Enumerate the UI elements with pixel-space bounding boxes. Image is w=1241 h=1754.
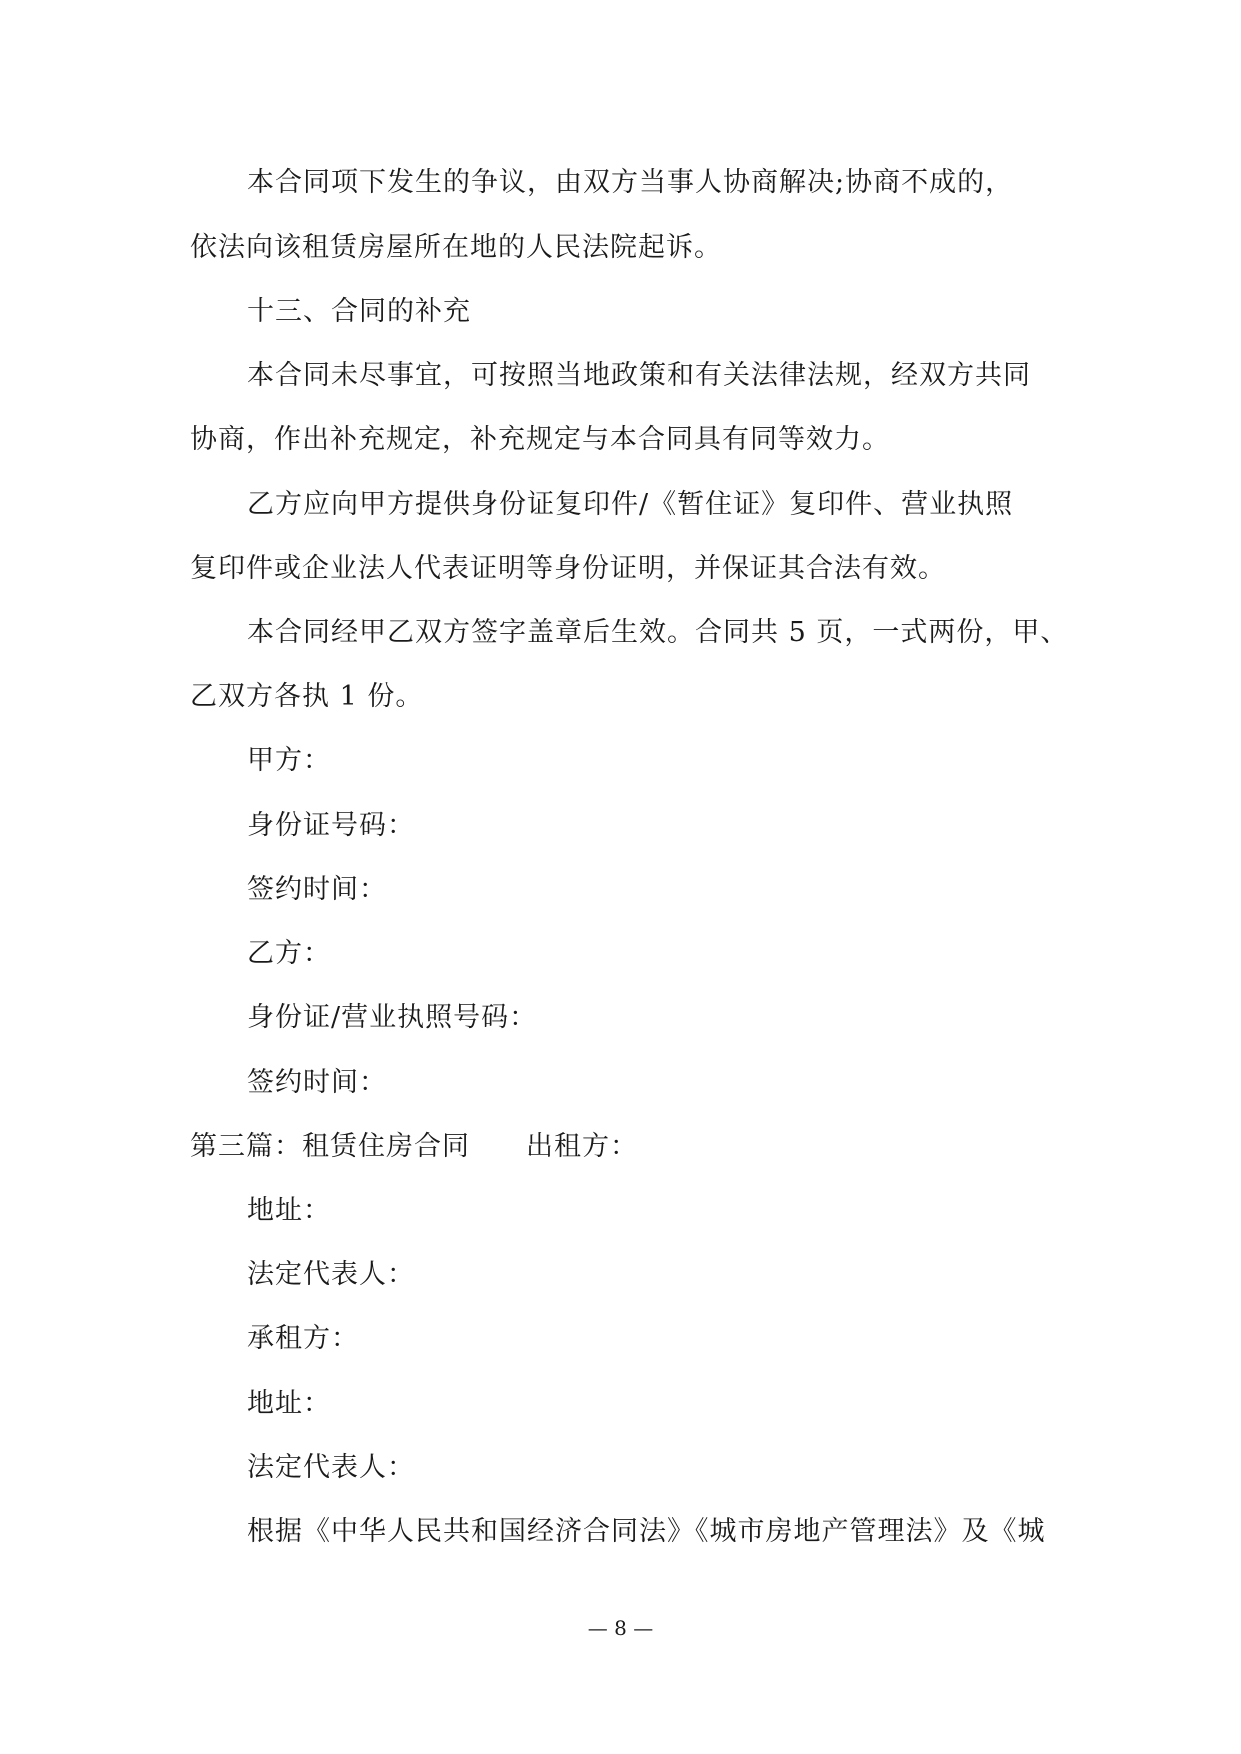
lessor-address-label: 地址：: [247, 1195, 331, 1226]
lessee-address-label: 地址：: [247, 1388, 331, 1419]
paragraph-line: 本合同未尽事宜，可按照当地政策和有关法律法规，经双方共同: [247, 360, 1031, 391]
party-a-sign-date-label: 签约时间：: [247, 874, 387, 905]
party-b-label: 乙方：: [247, 938, 331, 969]
paragraph-line: 本合同项下发生的争议，由双方当事人协商解决;协商不成的，: [247, 167, 1014, 198]
paragraph-line: 乙双方各执 1 份。: [190, 681, 424, 712]
paragraph-line: 根据《中华人民共和国经济合同法》《城市房地产管理法》及《城: [247, 1516, 1046, 1547]
party-a-label: 甲方：: [247, 745, 331, 776]
section-title: 第三篇：租赁住房合同 出租方：: [190, 1131, 638, 1162]
party-a-id-label: 身份证号码：: [247, 810, 415, 841]
paragraph-line: 协商，作出补充规定，补充规定与本合同具有同等效力。: [190, 424, 890, 455]
paragraph-line: 依法向该租赁房屋所在地的人民法院起诉。: [190, 232, 722, 263]
paragraph-line: 乙方应向甲方提供身份证复印件/《暂住证》复印件、营业执照: [247, 489, 1014, 520]
lessee-label: 承租方：: [247, 1323, 359, 1354]
section-heading: 十三、合同的补充: [247, 296, 471, 327]
party-b-sign-date-label: 签约时间：: [247, 1067, 387, 1098]
party-b-id-label: 身份证/营业执照号码：: [247, 1002, 538, 1033]
lessor-representative-label: 法定代表人：: [247, 1259, 415, 1290]
page-number: — 8 —: [587, 1616, 654, 1640]
paragraph-line: 复印件或企业法人代表证明等身份证明，并保证其合法有效。: [190, 553, 946, 584]
lessee-representative-label: 法定代表人：: [247, 1452, 415, 1483]
paragraph-line: 本合同经甲乙双方签字盖章后生效。合同共 5 页，一式两份，甲、: [247, 617, 1069, 648]
